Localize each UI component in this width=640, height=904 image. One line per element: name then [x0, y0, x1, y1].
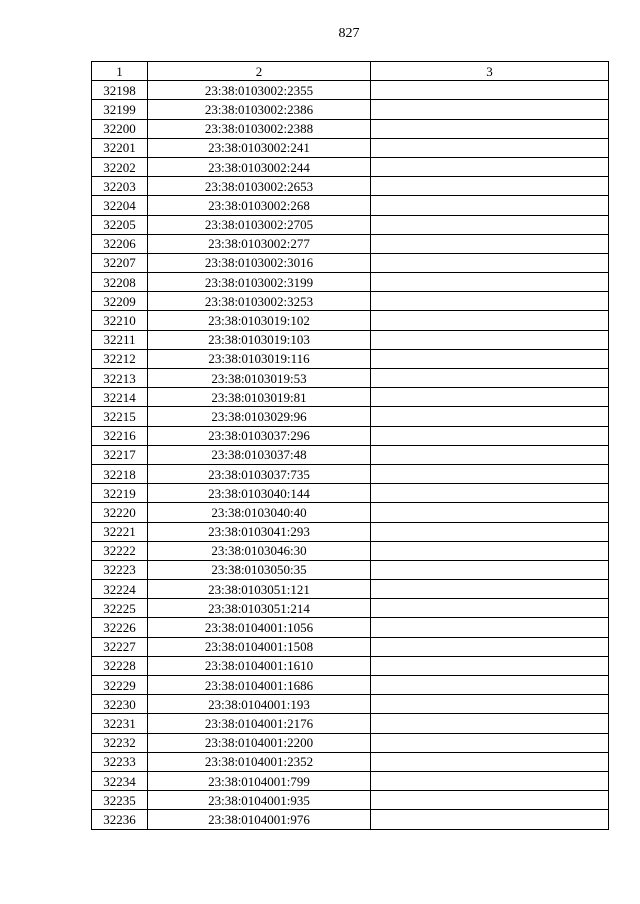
- notes-cell: [371, 599, 609, 618]
- table-row: [92, 196, 609, 215]
- table-row: [92, 752, 609, 771]
- table-row: [92, 253, 609, 272]
- notes-cell: [371, 714, 609, 733]
- table-row: [92, 100, 609, 119]
- header-cell-1: 1: [92, 62, 148, 81]
- notes-cell: [371, 253, 609, 272]
- notes-cell: [371, 656, 609, 675]
- row-number-cell: 32198: [92, 81, 148, 100]
- row-number-cell: 32228: [92, 656, 148, 675]
- row-number-cell: 32201: [92, 138, 148, 157]
- notes-cell: [371, 771, 609, 790]
- table-row: [92, 676, 609, 695]
- notes-cell: [371, 426, 609, 445]
- cadastral-number-cell: 23:38:0103002:3016: [148, 253, 371, 272]
- row-number-cell: 32205: [92, 215, 148, 234]
- cadastral-number-cell: 23:38:0103037:48: [148, 445, 371, 464]
- row-number-cell: 32215: [92, 407, 148, 426]
- row-number-cell: 32236: [92, 810, 148, 829]
- cadastral-number-cell: 23:38:0103002:2386: [148, 100, 371, 119]
- table-row: [92, 599, 609, 618]
- table-row: [92, 695, 609, 714]
- row-number-cell: 32221: [92, 522, 148, 541]
- cadastral-number-cell: 23:38:0103040:40: [148, 503, 371, 522]
- table-row: [92, 388, 609, 407]
- notes-cell: [371, 81, 609, 100]
- notes-cell: [371, 733, 609, 752]
- cadastral-number-cell: 23:38:0103002:3253: [148, 292, 371, 311]
- row-number-cell: 32209: [92, 292, 148, 311]
- cadastral-number-cell: 23:38:0103037:296: [148, 426, 371, 445]
- row-number-cell: 32213: [92, 369, 148, 388]
- row-number-cell: 32225: [92, 599, 148, 618]
- row-number-cell: 32210: [92, 311, 148, 330]
- notes-cell: [371, 138, 609, 157]
- notes-cell: [371, 234, 609, 253]
- cadastral-number-cell: 23:38:0104001:976: [148, 810, 371, 829]
- cadastral-number-cell: 23:38:0104001:193: [148, 695, 371, 714]
- cadastral-number-cell: 23:38:0103019:53: [148, 369, 371, 388]
- cadastral-number-cell: 23:38:0103002:2388: [148, 119, 371, 138]
- notes-cell: [371, 445, 609, 464]
- header-cell-2: 2: [148, 62, 371, 81]
- table-row: [92, 560, 609, 579]
- row-number-cell: 32227: [92, 637, 148, 656]
- row-number-cell: 32212: [92, 349, 148, 368]
- table-row: [92, 177, 609, 196]
- notes-cell: [371, 791, 609, 810]
- table-row: [92, 484, 609, 503]
- table-row: [92, 407, 609, 426]
- cadastral-number-cell: 23:38:0103002:277: [148, 234, 371, 253]
- cadastral-number-cell: 23:38:0103002:3199: [148, 273, 371, 292]
- row-number-cell: 32230: [92, 695, 148, 714]
- row-number-cell: 32220: [92, 503, 148, 522]
- notes-cell: [371, 503, 609, 522]
- cadastral-number-cell: 23:38:0103019:81: [148, 388, 371, 407]
- table-row: [92, 119, 609, 138]
- notes-cell: [371, 177, 609, 196]
- cadastral-number-cell: 23:38:0103002:244: [148, 157, 371, 176]
- row-number-cell: 32232: [92, 733, 148, 752]
- notes-cell: [371, 100, 609, 119]
- row-number-cell: 32218: [92, 464, 148, 483]
- notes-cell: [371, 292, 609, 311]
- row-number-cell: 32223: [92, 560, 148, 579]
- page-number: 827: [338, 26, 360, 41]
- row-number-cell: 32200: [92, 119, 148, 138]
- cadastral-table: [91, 61, 609, 830]
- cadastral-number-cell: 23:38:0103046:30: [148, 541, 371, 560]
- row-number-cell: 32217: [92, 445, 148, 464]
- table-row: [92, 311, 609, 330]
- table-row: [92, 771, 609, 790]
- table-row: [92, 656, 609, 675]
- row-number-cell: 32199: [92, 100, 148, 119]
- cadastral-number-cell: 23:38:0103041:293: [148, 522, 371, 541]
- cadastral-number-cell: 23:38:0103002:241: [148, 138, 371, 157]
- notes-cell: [371, 695, 609, 714]
- cadastral-number-cell: 23:38:0103019:103: [148, 330, 371, 349]
- cadastral-number-cell: 23:38:0103019:102: [148, 311, 371, 330]
- cadastral-number-cell: 23:38:0104001:935: [148, 791, 371, 810]
- table-row: [92, 637, 609, 656]
- notes-cell: [371, 349, 609, 368]
- cadastral-number-cell: 23:38:0104001:799: [148, 771, 371, 790]
- table-row: [92, 618, 609, 637]
- notes-cell: [371, 196, 609, 215]
- table-row: [92, 349, 609, 368]
- cadastral-number-cell: 23:38:0103037:735: [148, 464, 371, 483]
- notes-cell: [371, 369, 609, 388]
- table-row: [92, 81, 609, 100]
- notes-cell: [371, 464, 609, 483]
- notes-cell: [371, 541, 609, 560]
- notes-cell: [371, 522, 609, 541]
- row-number-cell: 32235: [92, 791, 148, 810]
- table-row: [92, 138, 609, 157]
- cadastral-number-cell: 23:38:0103050:35: [148, 560, 371, 579]
- cadastral-number-cell: 23:38:0103002:2653: [148, 177, 371, 196]
- cadastral-number-cell: 23:38:0104001:2200: [148, 733, 371, 752]
- row-number-cell: 32211: [92, 330, 148, 349]
- row-number-cell: 32219: [92, 484, 148, 503]
- row-number-cell: 32226: [92, 618, 148, 637]
- notes-cell: [371, 618, 609, 637]
- cadastral-number-cell: 23:38:0104001:2352: [148, 752, 371, 771]
- table-row: [92, 541, 609, 560]
- row-number-cell: 32216: [92, 426, 148, 445]
- table-row: [92, 157, 609, 176]
- row-number-cell: 32203: [92, 177, 148, 196]
- row-number-cell: 32206: [92, 234, 148, 253]
- notes-cell: [371, 484, 609, 503]
- table-row: [92, 215, 609, 234]
- row-number-cell: 32224: [92, 580, 148, 599]
- cadastral-number-cell: 23:38:0104001:2176: [148, 714, 371, 733]
- cadastral-number-cell: 23:38:0104001:1610: [148, 656, 371, 675]
- table-row: [92, 426, 609, 445]
- header-cell-3: 3: [371, 62, 609, 81]
- notes-cell: [371, 311, 609, 330]
- cadastral-number-cell: 23:38:0104001:1056: [148, 618, 371, 637]
- row-number-cell: 32214: [92, 388, 148, 407]
- cadastral-number-cell: 23:38:0103029:96: [148, 407, 371, 426]
- row-number-cell: 32233: [92, 752, 148, 771]
- row-number-cell: 32222: [92, 541, 148, 560]
- cadastral-number-cell: 23:38:0103040:144: [148, 484, 371, 503]
- table-row: [92, 464, 609, 483]
- table-row: [92, 791, 609, 810]
- table-body: [92, 81, 609, 829]
- table-row: [92, 714, 609, 733]
- table-row: [92, 369, 609, 388]
- notes-cell: [371, 810, 609, 829]
- notes-cell: [371, 676, 609, 695]
- cadastral-number-cell: 23:38:0104001:1686: [148, 676, 371, 695]
- cadastral-number-cell: 23:38:0103051:214: [148, 599, 371, 618]
- notes-cell: [371, 580, 609, 599]
- notes-cell: [371, 752, 609, 771]
- row-number-cell: 32234: [92, 771, 148, 790]
- cadastral-number-cell: 23:38:0103051:121: [148, 580, 371, 599]
- table-row: [92, 503, 609, 522]
- cadastral-number-cell: 23:38:0104001:1508: [148, 637, 371, 656]
- table-row: [92, 733, 609, 752]
- row-number-cell: 32231: [92, 714, 148, 733]
- cadastral-number-cell: 23:38:0103002:2355: [148, 81, 371, 100]
- notes-cell: [371, 119, 609, 138]
- cadastral-number-cell: 23:38:0103002:2705: [148, 215, 371, 234]
- table-row: [92, 445, 609, 464]
- notes-cell: [371, 407, 609, 426]
- table-row: [92, 522, 609, 541]
- cadastral-number-cell: 23:38:0103019:116: [148, 349, 371, 368]
- table-row: [92, 330, 609, 349]
- notes-cell: [371, 330, 609, 349]
- notes-cell: [371, 157, 609, 176]
- row-number-cell: 32202: [92, 157, 148, 176]
- notes-cell: [371, 560, 609, 579]
- cadastral-number-cell: 23:38:0103002:268: [148, 196, 371, 215]
- notes-cell: [371, 637, 609, 656]
- notes-cell: [371, 273, 609, 292]
- table-header-row: [92, 62, 609, 81]
- table-row: [92, 234, 609, 253]
- notes-cell: [371, 215, 609, 234]
- table-row: [92, 273, 609, 292]
- table-row: [92, 580, 609, 599]
- row-number-cell: 32207: [92, 253, 148, 272]
- row-number-cell: 32204: [92, 196, 148, 215]
- notes-cell: [371, 388, 609, 407]
- row-number-cell: 32208: [92, 273, 148, 292]
- row-number-cell: 32229: [92, 676, 148, 695]
- table-row: [92, 292, 609, 311]
- table-row: [92, 810, 609, 829]
